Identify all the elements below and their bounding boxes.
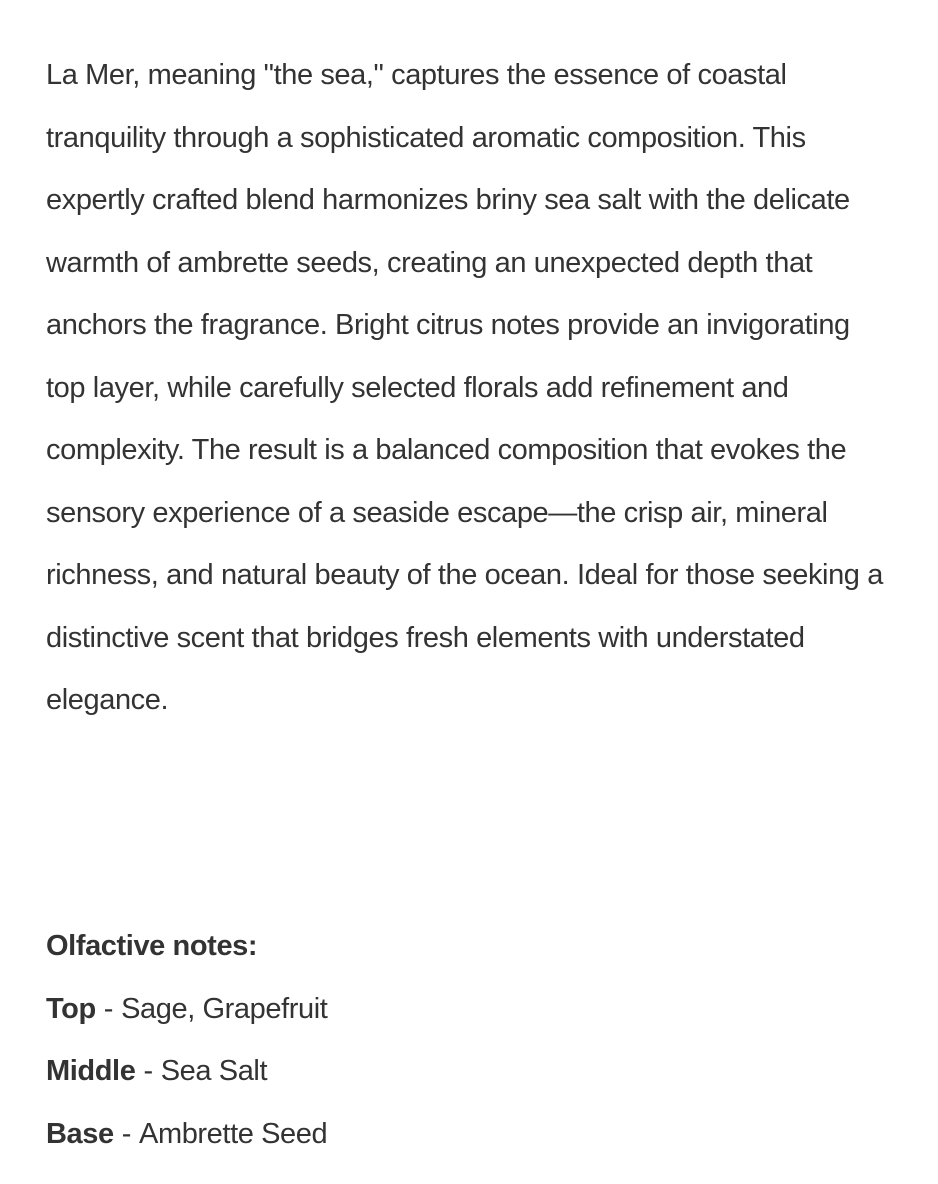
note-value-top: Sage, Grapefruit [121,992,328,1025]
note-label-middle: Middle [46,1055,136,1087]
olfactive-notes-section [46,915,327,1165]
note-value-base: Ambrette Seed [139,1117,328,1150]
note-row-base [46,1103,327,1166]
note-separator: - [143,1055,153,1087]
olfactive-notes-heading: Olfactive notes: [46,930,258,962]
note-row-top [46,978,327,1041]
note-separator: - [121,1117,131,1150]
note-label-base: Base [46,1117,114,1150]
product-description: La Mer, meaning "the sea," captures the essence of coastal tranquility through a sophisticated aromatic composition. This expertly crafted blend harmonizes briny sea salt with the delicate warmth of ambrette seeds, creating an unexpected depth that anchors the fragrance. Bright citrus notes provide an invigorating top layer, while carefully selected florals add refinement and complexity. The result is a balanced composition that evokes the sensory experience of a seaside escape—the crisp air, mineral richness, and natural beauty of the ocean. Ideal for those seeking a distinctive scent that bridges fresh elements with understated elegance. [46,59,883,716]
note-separator: - [103,992,114,1025]
note-label-top: Top [46,992,96,1025]
note-row-middle [46,1040,327,1103]
product-description-section [46,44,896,732]
note-value-middle: Sea Salt [160,1055,268,1087]
